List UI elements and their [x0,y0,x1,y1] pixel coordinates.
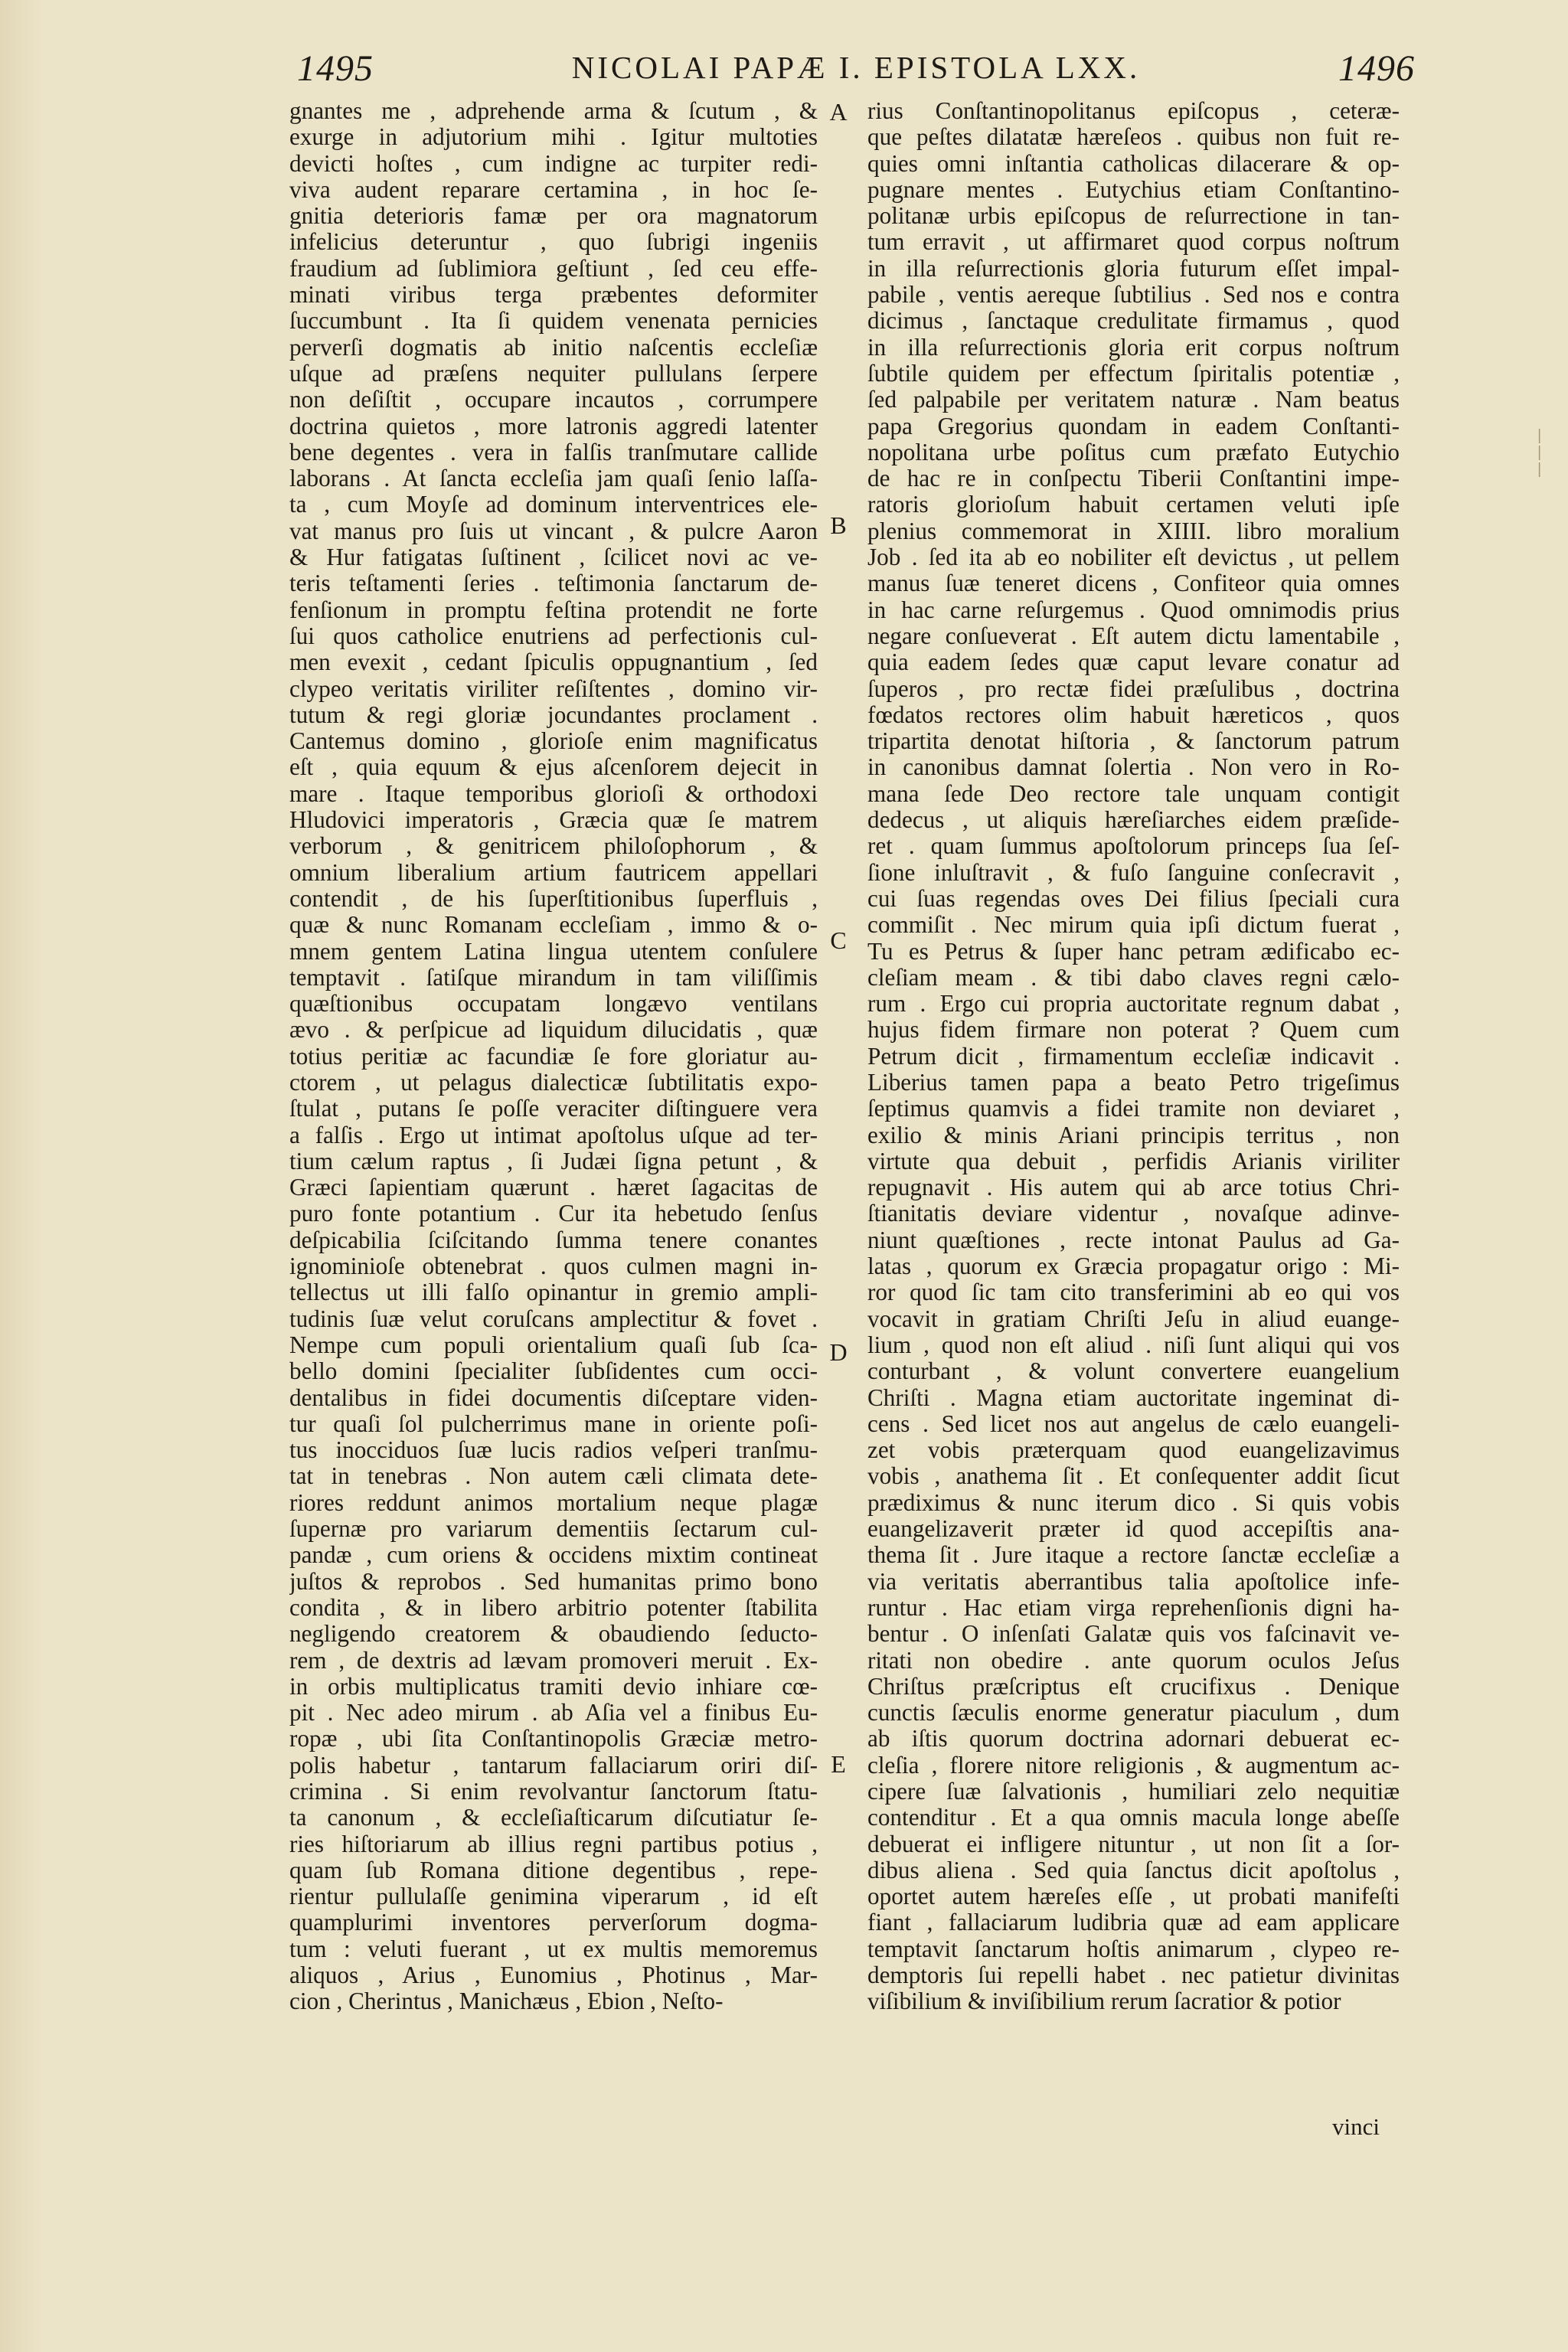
text-line: pit . Nec adeo mirum . ab Aſia vel a finibus Eu- [289,1700,818,1726]
text-line: exurge in adjutorium mihi . Igitur multoties [289,124,818,151]
text-line: laborans . At ſancta eccleſia jam quaſi ſenio laſſa- [289,466,818,492]
text-line: bentur . O inſenſati Galatæ quis vos faſcinavit ve- [867,1621,1400,1648]
text-line: cipere ſuæ ſalvationis , humiliari zelo nequitiæ [867,1779,1400,1805]
text-line: ſtianitatis deviare videntur , novaſque adinve- [867,1200,1400,1227]
text-line: thema ſit . Jure itaque a rectore ſanctæ eccleſiæ a [867,1542,1400,1569]
text-line: virtute qua debuit , perfidis Arianis viriliter [867,1148,1400,1174]
section-letter-c: C [830,926,847,954]
margin-section-letters [823,0,861,2352]
text-line: cleſia , florere nitore religionis , & augmentum ac- [867,1752,1400,1779]
text-line: ratoris glorioſum habuit certamen veluti ipſe [867,492,1400,518]
page-number-right: 1496 [1338,48,1415,89]
text-line: tur quaſi ſol pulcherrimus mane in oriente poſi- [289,1410,818,1437]
text-line: que peſtes dilatatæ hæreſeos . quibus non fuit re- [867,124,1400,151]
text-line: Tu es Petrus & ſuper hanc petram ædificabo ec- [867,938,1400,965]
text-line: aliquos , Arius , Eunomius , Photinus , Mar- [289,1962,818,1989]
text-line: pabile , ventis aereque ſubtilius . Sed nos e contra [867,282,1400,309]
text-line: in orbis multiplicatus tramiti devio inhiare cœ- [289,1673,818,1700]
page-gutter-shadow [0,0,46,2352]
text-line: cunctis ſæculis enorme generatur piaculum , dum [867,1700,1400,1726]
text-line: tat in tenebras . Non autem cæli climata dete- [289,1463,818,1490]
text-line: manus ſuæ teneret dicens , Confiteor quia omnes [867,570,1400,597]
text-line: conturbant , & volunt convertere euangelium [867,1358,1400,1385]
text-line: ropæ , ubi ſita Conſtantinopolis Græciæ metro- [289,1726,818,1753]
text-line: Chriſtus præſcriptus eſt crucifixus . Denique [867,1673,1400,1700]
text-line: negligendo creatorem & obaudiendo ſeducto- [289,1621,818,1648]
text-line: bene degentes . vera in falſis tranſmutare callide [289,439,818,466]
text-line: ævo . & perſpicue ad liquidum dilucidatis , quæ [289,1017,818,1044]
text-line: viſibilium & inviſibilium rerum ſacratior & potior [867,1988,1341,2015]
text-line: Cantemus domino , glorioſe enim magnificatus [289,728,818,755]
text-line: ta canonum , & eccleſiaſticarum diſcutiatur ſe- [289,1805,818,1831]
text-line: runtur . Hac etiam virga reprehenſionis digni ha- [867,1594,1400,1621]
text-line: exilio & minis Ariani principis territus , non [867,1122,1400,1148]
text-line: non deſiſtit , occupare incautos , corrumpere [289,387,818,413]
text-line: temptavit ſanctarum hoſtis animarum , clypeo re- [867,1936,1400,1962]
text-line: in hac carne reſurgemus . Quod omnimodis prius [867,596,1400,623]
text-line: oportet autem hæreſes eſſe , ut probati manifeſti [867,1883,1400,1910]
text-line: ſed palpabile per veritatem naturæ . Nam beatus [867,387,1400,413]
left-column [289,98,818,2015]
section-letter-b: B [830,511,847,539]
text-line: quia eadem ſedes quæ caput levare conatur ad [867,649,1400,676]
text-line: pandæ , cum oriens & occidens mixtim contineat [289,1542,818,1569]
text-line: totius peritiæ ac facundiæ ſe fore gloriatur au- [289,1043,818,1070]
text-line: ſeptimus quamvis a fidei tramite non deviaret , [867,1096,1400,1122]
section-letter-e: E [831,1750,846,1778]
text-line: cui ſuas regendas oves Dei filius ſpeciali cura [867,885,1400,912]
text-line: nopolitana urbe poſitus cum præfato Eutychio [867,439,1400,466]
text-line: mare . Itaque temporibus glorioſi & orthodoxi [289,780,818,807]
text-line: infelicius deteruntur , quo ſubrigi ingeniis [289,229,818,256]
text-line: puro fonte potantium . Cur ita hebetudo ſenſus [289,1200,818,1227]
text-line: debuerat ei infligere nituntur , ut non ſit a ſor- [867,1831,1400,1857]
text-line: Hludovici imperatoris , Græcia quæ ſe matrem [289,807,818,834]
text-line: ret . quam ſummus apoſtolorum princeps ſua ſeſ- [867,833,1400,860]
text-line: temptavit . ſatiſque mirandum in tam viliſſimis [289,964,818,991]
text-line: Job . ſed ita ab eo nobiliter eſt devictus , ut pellem [867,544,1400,571]
text-line: doctrina quietos , more latronis aggredi latenter [289,413,818,439]
page-number-left: 1495 [297,48,374,89]
text-line: tudinis ſuæ velut coruſcans amplectitur & fovet . [289,1305,818,1332]
text-line: euangelizaverit præter id quod accepiſtis ana- [867,1516,1400,1543]
text-line: quæ & nunc Romanam eccleſiam , immo & o- [289,912,818,939]
text-line: polis habetur , tantarum fallaciarum oriri diſ- [289,1752,818,1779]
text-line: tum : veluti fuerant , ut ex multis memoremus [289,1936,818,1962]
text-line: dedecus , ut aliquis hæreſiarches eidem præſide- [867,807,1400,834]
text-line: omnium liberalium artium fautricem appellari [289,859,818,886]
text-line: fraudium ad ſublimiora geſtiunt , ſed ceu effe- [289,255,818,282]
text-line: gnantes me , adprehende arma & ſcutum , & [289,98,818,124]
text-line: minati viribus terga præbentes deformiter [289,282,818,309]
text-line: Petrum dicit , firmamentum eccleſiæ indicavit . [867,1043,1400,1070]
text-line: ſuccumbunt . Ita ſi quidem venenata pernicies [289,308,818,335]
text-line: quæſtionibus occupatam longævo ventilans [289,991,818,1018]
text-line: dicimus , ſanctaque credulitate firmamus , quod [867,308,1400,335]
text-line: vocavit in gratiam Chriſti Jeſu in aliud euange- [867,1305,1400,1332]
text-line: cleſiam meam . & tibi dabo claves regni cælo- [867,964,1400,991]
text-line: gnitia deterioris famæ per ora magnatorum [289,203,818,230]
text-line: verborum , & genitricem philoſophorum , & [289,833,818,860]
text-line: bello domini ſpecialiter ſubſidentes cum occi- [289,1358,818,1385]
text-line: ſione inluſtravit , & fuſo ſanguine conſecravit , [867,859,1400,886]
text-line: fiant , fallaciarum ludibria quæ ad eam applicare [867,1909,1400,1936]
text-line: niunt quæſtiones , recte intonat Paulus ad Ga- [867,1227,1400,1253]
text-line: juſtos & reprobos . Sed humanitas primo bono [289,1568,818,1595]
text-line: mnem gentem Latina lingua utentem conſulere [289,938,818,965]
text-line: ab iſtis quorum doctrina adornari debuerat ec- [867,1726,1400,1753]
text-line: commiſit . Nec mirum quia ipſi dictum fuerat , [867,912,1400,939]
text-line: Græci ſapientiam quærunt . hæret ſagacitas de [289,1174,818,1201]
text-line: papa Gregorius quondam in eadem Conſtanti- [867,413,1400,439]
text-line: deſpicabilia ſciſcitando ſumma tenere conantes [289,1227,818,1253]
text-line: teris teſtamenti ſeries . teſtimonia ſanctarum de- [289,570,818,597]
text-line: rius Conſtantinopolitanus epiſcopus , ceteræ- [867,98,1400,124]
text-line: a falſis . Ergo ut intimat apoſtolus uſque ad ter- [289,1122,818,1148]
text-line: condita , & in libero arbitrio potenter ſtabilita [289,1594,818,1621]
text-line: fœdatos rectores olim habuit hæreticos , quos [867,701,1400,728]
text-line: & Hur fatigatas ſuſtinent , ſcilicet novi ac ve- [289,544,818,571]
text-line: vat manus pro ſuis ut vincant , & pulcre Aaron [289,518,818,544]
text-line: cion , Cherintus , Manichæus , Ebion , Neſto- [289,1988,724,2015]
text-line: fenſionum in promptu feſtina protendit ne forte [289,596,818,623]
text-line: tium cælum raptus , ſi Judæi ſigna petunt , & [289,1148,818,1174]
text-line: crimina . Si enim revolvantur ſanctorum ſtatu- [289,1779,818,1805]
text-line: viva audent reparare certamina , in hoc ſe- [289,176,818,203]
text-line: negare conſueverat . Eſt autem dictu lamentabile , [867,622,1400,649]
right-column [867,98,1400,2015]
text-line: perverſi dogmatis ab initio naſcentis eccleſiæ [289,334,818,361]
text-line: plenius commemorat in XIIII. libro moralium [867,518,1400,544]
text-line: ſubtile quidem per effectum ſpiritalis potentiæ , [867,360,1400,387]
text-line: Nempe cum populi orientalium quaſi ſub ſca- [289,1331,818,1358]
text-line: dibus aliena . Sed quia ſanctus dicit apoſtolus , [867,1857,1400,1883]
text-line: via veritatis aberrantibus talia apoſtolice infe- [867,1568,1400,1595]
text-line: ſuperos , pro rectæ fidei præſulibus , doctrina [867,675,1400,702]
text-line: contendit , de his ſuperſtitionibus ſuperfluis , [289,885,818,912]
text-line: zet vobis præterquam quod euangelizavimus [867,1437,1400,1464]
text-line: clypeo veritatis viriliter reſiſtentes , domino vir- [289,675,818,702]
text-line: quam ſub Romana ditione degentibus , repe- [289,1857,818,1883]
text-line: mana ſede Deo rectore tale unquam contigit [867,780,1400,807]
text-line: quamplurimi inventores perverſorum dogma- [289,1909,818,1936]
text-line: cens . Sed licet nos aut angelus de cælo euangeli- [867,1410,1400,1437]
text-line: rem , de dextris ad lævam promoveri meruit . Ex- [289,1647,818,1674]
catchword: vinci [1332,2113,1380,2140]
text-line: riores reddunt animos mortalium neque plagæ [289,1489,818,1516]
text-line: contenditur . Et a qua omnis macula longe abeſſe [867,1805,1400,1831]
text-line: in illa reſurrectionis gloria erit corpus noſtrum [867,334,1400,361]
text-line: prædiximus & nunc iterum dico . Si quis vobis [867,1489,1400,1516]
running-title: NICOLAI PAPÆ I. EPISTOLA LXX. [571,50,1141,85]
text-line: rientur pullulaſſe genimina viperarum , id eſt [289,1883,818,1910]
text-line: ſupernæ pro variarum dementiis ſectarum cul- [289,1516,818,1543]
text-line: eſt , quia equum & ejus aſcenſorem dejecit in [289,754,818,781]
text-line: in illa reſurrectionis gloria futurum eſſet impal- [867,255,1400,282]
section-letter-a: A [829,98,848,126]
text-line: hujus fidem firmare non poterat ? Quem cum [867,1017,1400,1044]
text-line: ctorem , ut pelagus dialecticæ ſubtilitatis expo- [289,1069,818,1096]
text-line: ignominioſe obtenebrat . quos culmen magni in- [289,1253,818,1280]
text-line: Liberius tamen papa a beato Petro trigeſimus [867,1069,1400,1096]
text-line: quies omni inſtantia catholicas dilacerare & op- [867,150,1400,177]
text-line: repugnavit . His autem qui ab arce totius Chri- [867,1174,1400,1201]
text-line: tus inocciduos ſuæ lucis radios veſperi tranſmu- [289,1437,818,1464]
text-line: devicti hoſtes , cum indigne ac turpiter redi- [289,150,818,177]
text-line: ſui quos catholice enutriens ad perfectionis cul- [289,622,818,649]
text-line: de hac re in conſpectu Tiberii Conſtantini impe- [867,466,1400,492]
text-line: in canonibus damnat ſolertia . Non vero in Ro- [867,754,1400,781]
text-line: dentalibus in fidei documentis diſceptare viden- [289,1384,818,1411]
text-line: vobis , anathema ſit . Et conſequenter addit ſicut [867,1463,1400,1490]
text-line: latas , quorum ex Græcia propagatur origo : Mi- [867,1253,1400,1280]
text-line: men evexit , cedant ſpiculis oppugnantium , ſed [289,649,818,676]
text-line: Chriſti . Magna etiam auctoritate ingeminat di- [867,1384,1400,1411]
text-line: tellectus ut illi falſo opinantur in gremio ampli- [289,1279,818,1306]
text-line: ritati non obedire . ante quorum oculos Jeſus [867,1647,1400,1674]
text-line: pugnare mentes . Eutychius etiam Conſtantino- [867,176,1400,203]
text-line: ta , cum Moyſe ad dominum interventrices ele- [289,492,818,518]
text-line: tutum & regi gloriæ jocundantes proclament . [289,701,818,728]
section-letter-d: D [829,1338,848,1366]
text-line: politanæ urbis epiſcopus de reſurrectione in tan- [867,203,1400,230]
text-line: demptoris ſui repelli habet . nec patietur divinitas [867,1962,1400,1989]
text-line: tum erravit , ut affirmaret quod corpus noſtrum [867,229,1400,256]
text-line: tripartita denotat hiſtoria , & ſanctorum patrum [867,728,1400,755]
text-line: uſque ad præſens nequiter pullulans ſerpere [289,360,818,387]
text-line: ries hiſtoriarum ab illius regni partibus potius , [289,1831,818,1857]
text-line: ſtulat , putans ſe poſſe veraciter diſtinguere vera [289,1096,818,1122]
text-line: ror quod ſic tam cito transferimini ab eo qui vos [867,1279,1400,1306]
text-line: rum . Ergo cui propria auctoritate regnum dabat , [867,991,1400,1018]
page-edge-bleed: ▏ ▏ ▏ [1539,430,1549,477]
text-line: lium , quod non eſt aliud . niſi ſunt aliqui qui vos [867,1331,1400,1358]
